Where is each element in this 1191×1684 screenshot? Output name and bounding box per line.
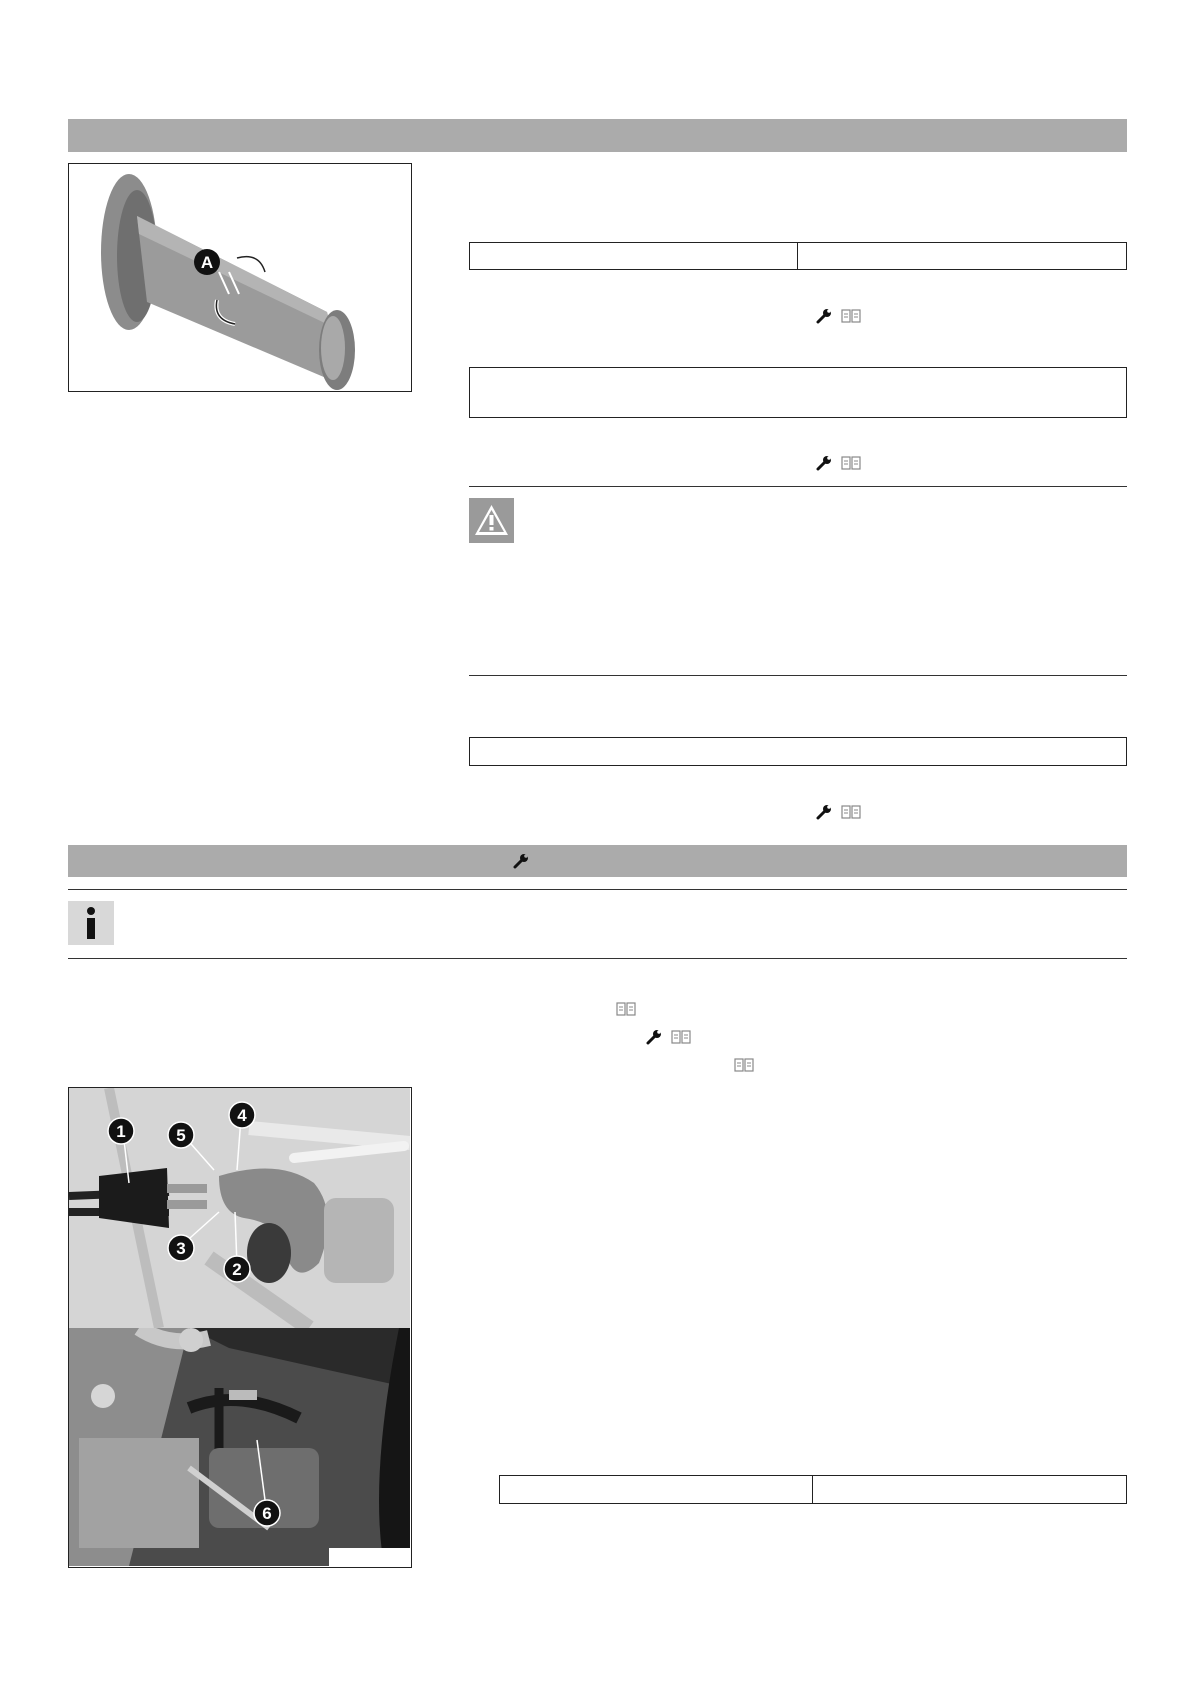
manual-icon <box>841 308 861 324</box>
spec-table-3-cell-left <box>499 1475 813 1504</box>
tool-reference-row-2 <box>815 454 861 472</box>
manual-icon <box>734 1057 754 1073</box>
svg-text:4: 4 <box>237 1106 247 1125</box>
svg-text:5: 5 <box>176 1126 186 1145</box>
svg-text:A: A <box>200 253 214 272</box>
callout-1 <box>108 1118 134 1144</box>
tool-reference-row-3 <box>815 803 861 821</box>
spec-table-3 <box>499 1475 1127 1504</box>
warning-bottom-rule <box>469 675 1127 676</box>
wrench-icon <box>512 852 530 870</box>
grip-figure <box>68 163 412 392</box>
info-top-rule <box>68 889 1127 890</box>
warning-top-rule <box>469 486 1127 487</box>
spec-table-2 <box>469 737 1127 766</box>
manual-icon <box>841 804 861 820</box>
manual-icon <box>671 1029 691 1045</box>
warning-triangle-icon <box>469 498 514 543</box>
throttle-grip-illustration <box>69 164 410 390</box>
wrench-icon <box>815 454 833 472</box>
note-box <box>469 367 1127 418</box>
spec-table-1 <box>469 242 1127 270</box>
info-icon-box <box>68 901 114 945</box>
svg-text:6: 6 <box>262 1504 272 1523</box>
spec-table-3-cell-right <box>813 1475 1127 1504</box>
callout-6 <box>254 1500 280 1526</box>
section-header-bar-2 <box>68 845 1127 877</box>
callout-3 <box>168 1235 194 1261</box>
manual-icon <box>841 455 861 471</box>
tool-reference-row-1 <box>815 307 861 325</box>
svg-text:3: 3 <box>176 1239 186 1258</box>
svg-text:1: 1 <box>116 1122 126 1141</box>
callout-5 <box>168 1122 194 1148</box>
wrench-icon <box>815 307 833 325</box>
step-reference-row-2 <box>645 1028 691 1046</box>
wrench-icon <box>815 803 833 821</box>
spec-table-1-cell-left <box>469 242 798 270</box>
cable-figure <box>68 1087 412 1568</box>
info-bottom-rule <box>68 958 1127 959</box>
spec-table-1-cell-right <box>798 242 1127 270</box>
wrench-icon <box>645 1028 663 1046</box>
handlebar-throttle-photo <box>69 1088 410 1328</box>
info-icon <box>68 901 114 945</box>
warning-icon-box <box>469 498 514 543</box>
section-header-bar <box>68 119 1127 152</box>
manual-icon <box>616 1001 636 1017</box>
callout-2 <box>224 1256 250 1282</box>
svg-text:2: 2 <box>232 1260 242 1279</box>
engine-bay-photo <box>69 1328 410 1566</box>
callout-4 <box>229 1102 255 1128</box>
